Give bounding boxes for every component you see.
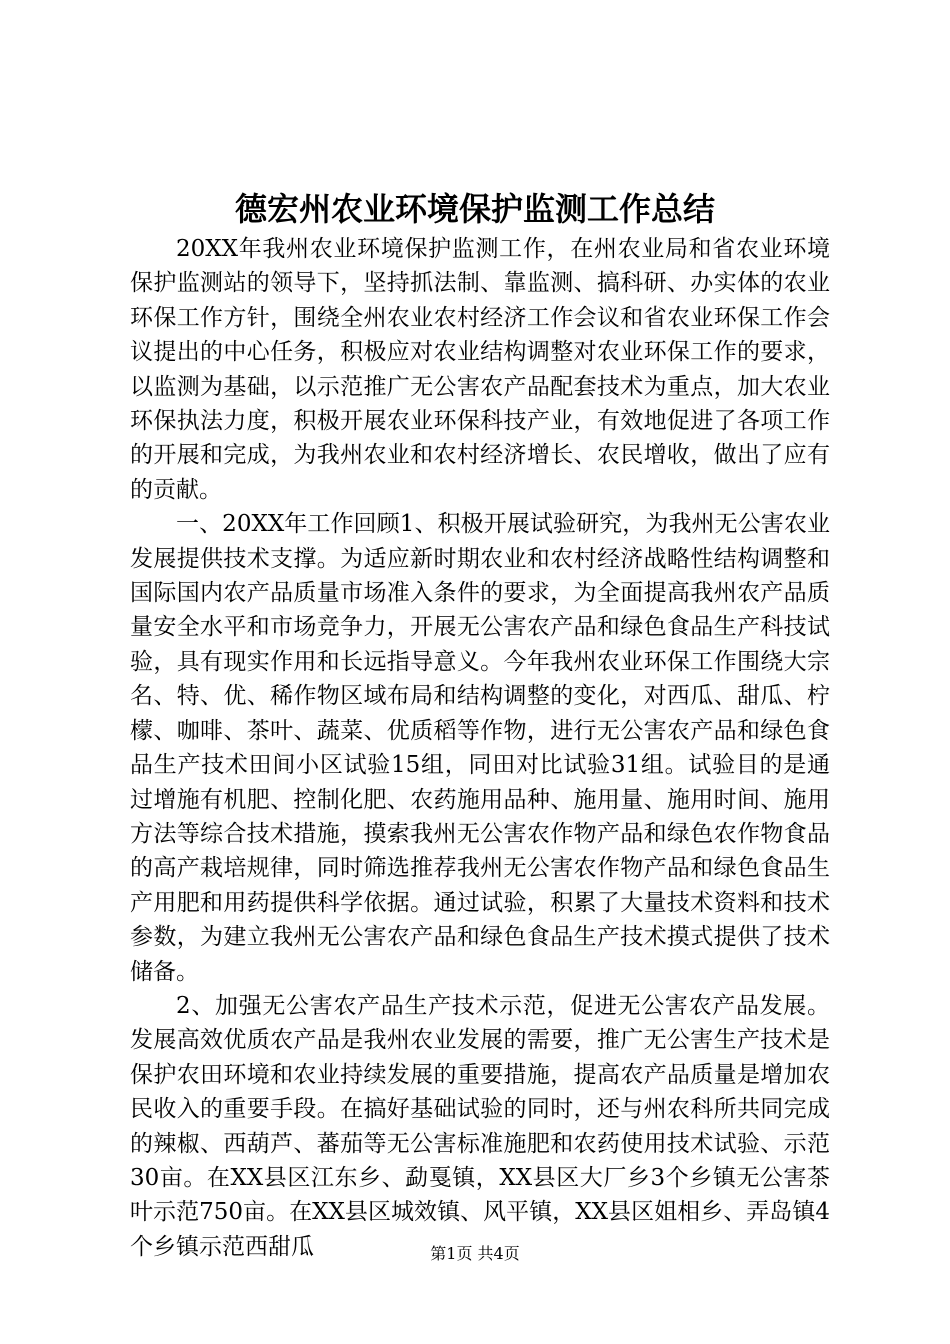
document-body — [130, 232, 830, 1264]
paragraph-intro: 20XX年我州农业环境保护监测工作，在州农业局和省农业环境保护监测站的领导下，坚持抓法制、靠监测、搞科研、办实体的农业环保工作方针，围绕全州农业农村经济工作会议和省农业环保工作会议提出的中心任务，积极应对农业结构调整对农业环保工作的要求，以监测为基础，以示范推广无公害农产品配套技术为重点，加大农业环保执法力度，积极开展农业环保科技产业，有效地促进了各项工作的开展和完成，为我州农业和农村经济增长、农民增收，做出了应有的贡献。 — [130, 236, 830, 503]
document-title: 德宏州农业环境保护监测工作总结 — [234, 190, 715, 228]
paragraph-review: 一、20XX年工作回顾1、积极开展试验研究，为我州无公害农业发展提供技术支撑。为适应新时期农业和农村经济战略性结构调整和国际国内农产品质量市场准入条件的要求，为全面提高我州农产品质量安全水平和市场竞争力，开展无公害农产品和绿色食品生产科技试验，具有现实作用和长远指导意义。今年我州农业环保工作围绕大宗名、特、优、稀作物区域布局和结构调整的变化，对西瓜、甜瓜、柠檬、咖啡、茶叶、蔬菜、优质稻等作物，进行无公害农产品和绿色食品生产技术田间小区试验15组，同田对比试验31组。试验目的是通过增施有机肥、控制化肥、农药施用品种、施用量、施用时间、施用方法等综合技术措施，摸索我州无公害农作物产品和绿色农作物食品的高产栽培规律，同时筛选推荐我州无公害农作物产品和绿色食品生产用肥和用药提供科学依据。通过试验，积累了大量技术资料和技术参数，为建立我州无公害农产品和绿色食品生产技术摸式提供了技术储备。 — [130, 511, 830, 985]
paragraph-demonstration: 2、加强无公害农产品生产技术示范，促进无公害农产品发展。发展高效优质农产品是我州农业发展的需要，推广无公害生产技术是保护农田环境和农业持续发展的重要措施，提高农产品质量是增加农民收入的重要手段。在搞好基础试验的同时，还与州农科所共同完成的辣椒、西葫芦、蕃茄等无公害标准施肥和农药使用技术试验、示范30亩。在XX县区江东乡、勐戛镇，XX县区大厂乡3个乡镇无公害茶叶示范750亩。在XX县区城效镇、风平镇，XX县区姐相乡、弄岛镇4个乡镇示范西甜瓜 — [130, 992, 830, 1260]
page-number: 第1页 共4页 — [430, 1244, 520, 1263]
